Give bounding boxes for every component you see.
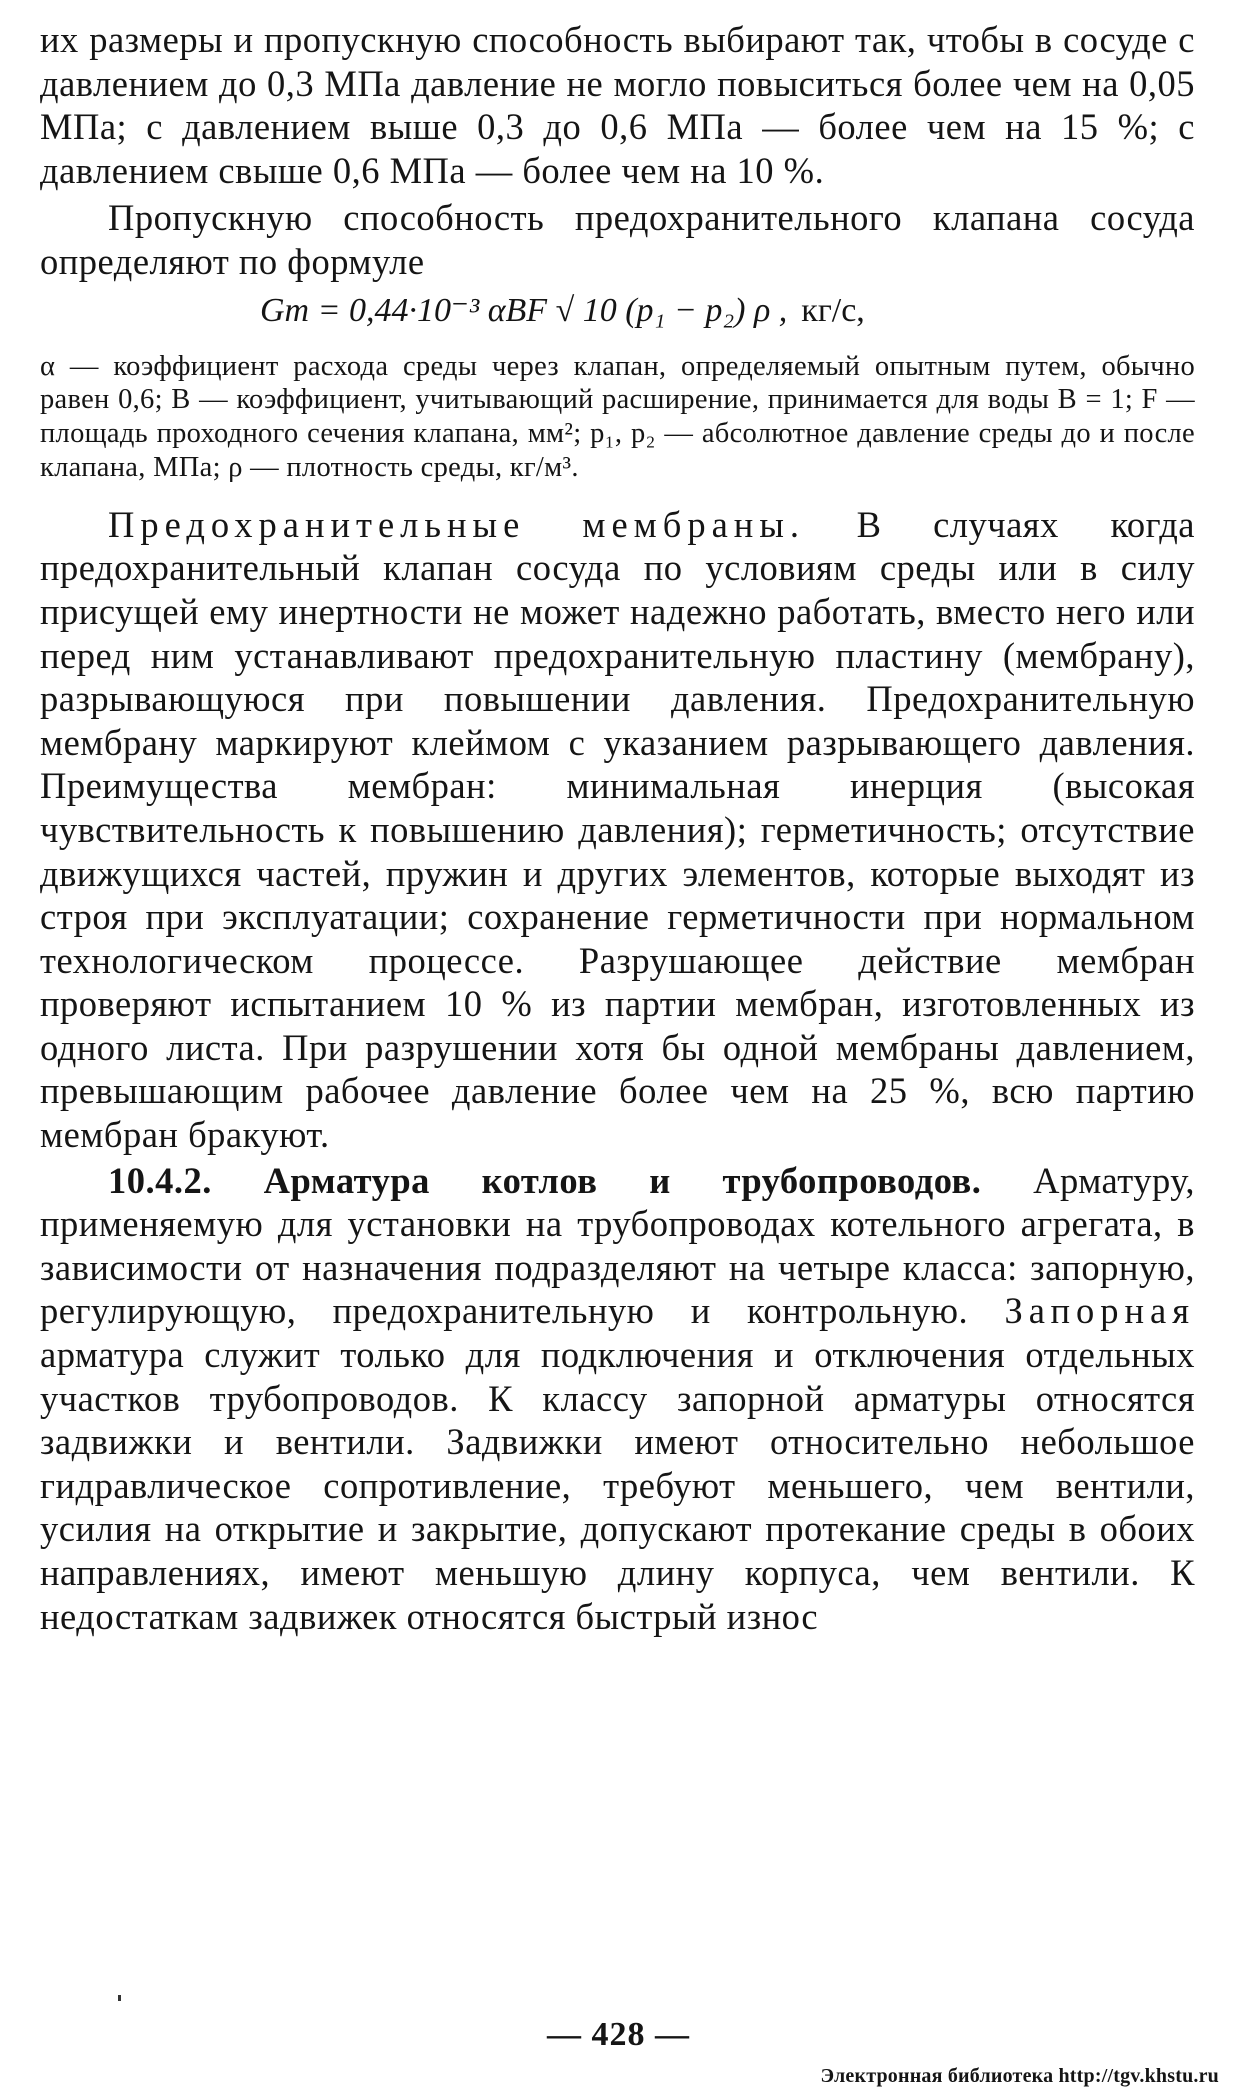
formula-legend: α — коэффициент расхода среды через клапан, определяемый опытным путем, обычно равен 0,6; B — коэффициент, учитывающий расширение, принимается для воды B = 1; F — площадь проходного сечения клапана, мм²; p₁, p₂ — абсолютное давление среды до и после клапана, МПа; ρ — плотность среды, кг/м³. bbox=[40, 350, 1195, 483]
formula bbox=[40, 286, 1195, 348]
paragraph-membranes-body: В случаях когда предохранительный клапан сосуда по условиям среды или в силу присущей ему инертности не может надежно работать, вместо него или перед ним устанавливают предохранительную пластину (мембрану), разрывающуюся при повышении давления. Предохранительную мембрану маркируют клеймом с указанием разрывающего давления. Преимущества мембран: минимальная инерция (высокая чувствительность к повышению давления); герметичность; отсутствие движущихся частей, пружин и других элементов, которые выходят из строя при эксплуатации; сохранение герметичности при нормальном технологическом процессе. Разрушающее действие мембран проверяют испытанием 10 % из партии мембран, изготовленных из одного листа. При разрушении хотя бы одной мембраны давлением, превышающим рабочее давление более чем на 25 %, всю партию мембран бракуют. bbox=[40, 503, 1196, 1156]
paragraph-fittings-part1: Арматуру, применяемую для установки на трубопроводах котельного агрегата, в зависимости от назначения подразделяют на четыре класса: запорную, регулирующую, предохранительную и контрольную. bbox=[40, 1159, 1196, 1332]
library-footer-link[interactable]: Электронная библиотека http://tgv.khstu.ru bbox=[820, 2065, 1219, 2087]
page-content bbox=[40, 18, 1195, 1638]
page-number: — 428 — bbox=[547, 2016, 690, 2053]
paragraph-fittings-part2: арматура служит только для подключения и отключения отдельных участков трубопроводов. К классу запорной арматуры относятся задвижки и вентили. Задвижки имеют относительно небольшое гидравлическое сопротивление, требуют меньшего, чем вентили, усилия на открытие и закрытие, допускают протекание среды в обоих направлениях, имеют меньшую длину корпуса, чем вентили. К недостаткам задвижек относятся быстрый износ bbox=[40, 1334, 1195, 1637]
section-heading-membranes: Предохранительные мембраны. bbox=[108, 503, 805, 545]
paragraph-membranes bbox=[40, 503, 1195, 1157]
paragraph-formula-intro: Пропускную способность предохранительного клапана сосуда определяют по формуле bbox=[40, 197, 1195, 282]
print-speck bbox=[118, 1995, 121, 2001]
section-heading-fittings: 10.4.2. Арматура котлов и трубопроводов. bbox=[108, 1159, 982, 1201]
formula-expression: Gт = 0,44·10⁻³ αBF √ 10 (p₁ − p₂) ρ , bbox=[260, 291, 788, 329]
term-shutoff: Запорная bbox=[1004, 1290, 1195, 1332]
paragraph-continuation: их размеры и пропускную способность выбирают так, чтобы в сосуде с давлением до 0,3 МПа давление не могло повыситься более чем на 0,05 МПа; с давлением выше 0,3 до 0,6 МПа — более чем на 15 %; с давлением свыше 0,6 МПа — более чем на 10 %. bbox=[40, 19, 1195, 191]
paragraph-fittings bbox=[40, 1159, 1195, 1639]
formula-unit: кг/с, bbox=[801, 291, 865, 329]
